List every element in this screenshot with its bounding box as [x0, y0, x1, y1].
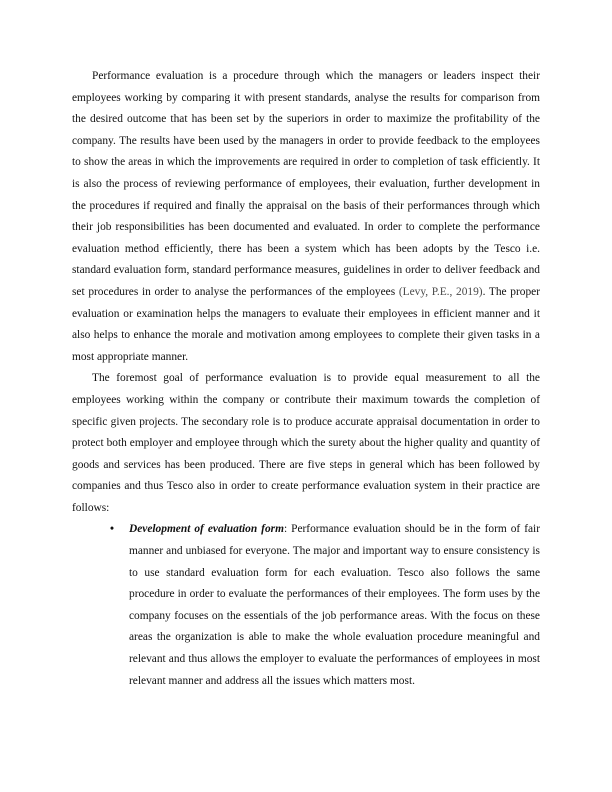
citation-levy-2019: (Levy, P.E., 2019) — [398, 285, 483, 298]
paragraph-1-text-continued: . The proper evaluation or examination helps the managers to evaluate their employees in efficient manner and it also helps to enhance the morale and motivation among employees to complete their given tasks in a most appropriate manner. — [72, 285, 540, 363]
paragraph-1-text: Performance evaluation is a procedure through which the managers or leaders inspect their employees working by comparing it with present standards, analyse the results for comparison from the desired outcome that has been set by the superiors in order to maximize the profitability of the company. The results have been used by the managers in order to provide feedback to the employees to show the areas in which the improvements are required in order to completion of task efficiently. It is also the process of reviewing performance of employees, their evaluation, further development in the procedures if required and finally the appraisal on the basis of their performances through which their job responsibilities has been documented and evaluated. In order to complete the performance evaluation method efficiently, there has been a system which has been adopts by the Tesco i.e. standard evaluation form, standard performance measures, guidelines in order to deliver feedback and set procedures in order to analyse the performances of the employees — [72, 70, 540, 298]
bullet-heading: Development of evaluation form — [129, 523, 284, 536]
list-item-development-of-evaluation-form — [110, 519, 540, 692]
paragraph-foremost-goal: The foremost goal of performance evaluation is to provide equal measurement to all the employees working within the company or contribute their maximum towards the completion of specific given projects. The secondary role is to produce accurate appraisal documentation in order to protect both employer and employee through which the surety about the higher quality and quantity of goods and services has been produced. There are five steps in general which has been followed by companies and thus Tesco also in order to create performance evaluation system in their practice are follows: — [72, 372, 540, 514]
steps-list — [72, 519, 540, 692]
bullet-separator: : — [283, 523, 288, 536]
bullet-icon: • — [110, 523, 114, 536]
document-body — [72, 66, 540, 692]
bullet-text: Performance evaluation should be in the form of fair manner and unbiased for everyone. The major and important way to ensure consistency is to use standard evaluation form for each evaluation. Tesco also follows the same procedure in order to evaluate the performances of their employees. The form uses by the company focuses on the essentials of the job performance areas. With the focus on these areas the organization is able to make the whole evaluation procedure meaningful and relevant and thus allows the employer to evaluate the performances of employees in most relevant manner and address all the issues which matters most. — [129, 523, 540, 687]
paragraph-performance-evaluation — [72, 66, 540, 368]
